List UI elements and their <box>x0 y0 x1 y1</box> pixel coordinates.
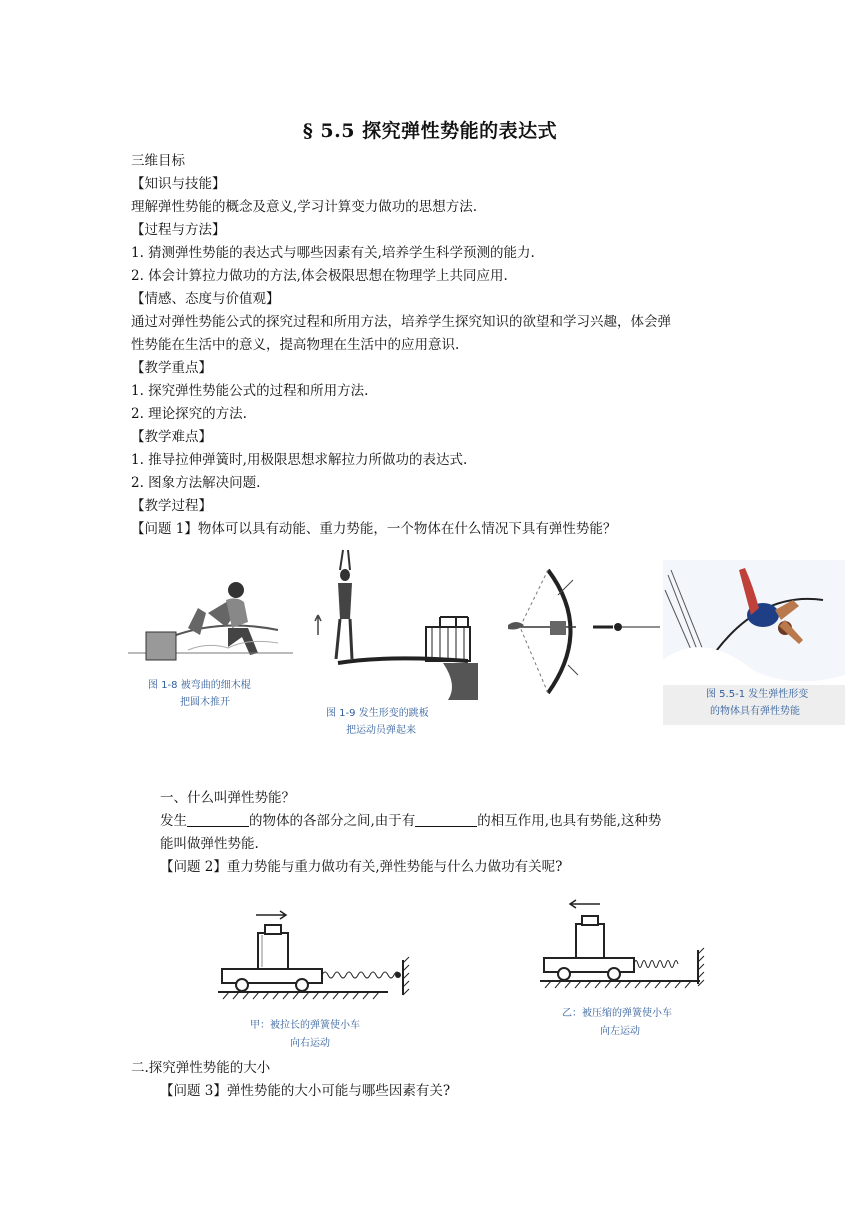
list-item: 2. 图象方法解决问题. <box>131 475 261 491</box>
question-line: 【问题 2】重力势能与重力做功有关,弹性势能与什么力做功有关呢? <box>160 859 563 875</box>
list-item: 1. 猜测弹性势能的表达式与哪些因素有关,培养学生科学预测的能力. <box>131 245 535 261</box>
diving-board-figure <box>308 545 478 705</box>
text-line: 三维目标 <box>131 153 185 169</box>
section-heading: 【过程与方法】 <box>131 222 226 238</box>
section-heading: 【教学难点】 <box>131 429 212 445</box>
section-heading: 【知识与技能】 <box>131 176 226 192</box>
section-heading: 【教学重点】 <box>131 360 212 376</box>
question-line: 【问题 1】物体可以具有动能、重力势能，一个物体在什么情况下具有弹性势能？ <box>131 521 617 537</box>
figure-caption: 把圆木推开 <box>180 697 230 708</box>
question-line: 【问题 3】弹性势能的大小可能与哪些因素有关? <box>160 1083 451 1099</box>
text-line: 性势能在生活中的意义，提高物理在生活中的应用意识. <box>131 337 460 353</box>
text-line: 理解弹性势能的概念及意义,学习计算变力做功的思想方法. <box>131 199 478 215</box>
bent-stick-log-figure <box>128 568 293 673</box>
list-item: 2. 理论探究的方法. <box>131 406 247 422</box>
figure-caption: 图 1-9 发生形变的跳板 <box>326 708 429 719</box>
figure-caption: 图 1-8 被弯曲的细木棍 <box>148 680 251 691</box>
text-line: 通过对弹性势能公式的探究过程和所用方法，培养学生探究知识的欲望和学习兴趣，体会弹 <box>131 314 671 330</box>
figure-caption: 向右运动 <box>290 1038 330 1049</box>
figure-caption: 乙：被压缩的弹簧使小车 <box>562 1008 672 1019</box>
figure-caption: 甲：被拉长的弹簧使小车 <box>250 1020 360 1031</box>
compressed-spring-cart-figure <box>540 892 710 992</box>
sentence-part: 的相互作用,也具有势能,这种势 <box>477 813 662 829</box>
answer-blank[interactable] <box>187 812 249 827</box>
figure-caption: 把运动员弹起来 <box>346 725 416 736</box>
section-heading: 二.探究弹性势能的大小 <box>131 1060 271 1076</box>
answer-blank[interactable] <box>415 812 477 827</box>
list-item: 2. 体会计算拉力做功的方法,体会极限思想在物理学上共同应用. <box>131 268 508 284</box>
figure-caption: 向左运动 <box>600 1026 640 1037</box>
stretched-spring-cart-figure <box>218 905 418 1005</box>
sentence-part: 发生 <box>160 813 187 829</box>
figure-caption: 图 5.5-1 发生弹性形变 <box>706 689 809 700</box>
page-title: § 5.5 探究弹性势能的表达式 <box>302 120 558 142</box>
text-line: 能叫做弹性势能. <box>160 836 259 852</box>
section-heading: 【教学过程】 <box>131 498 212 514</box>
sentence-part: 的物体的各部分之间,由于有 <box>249 813 416 829</box>
list-item: 1. 探究弹性势能公式的过程和所用方法. <box>131 383 369 399</box>
list-item: 1. 推导拉伸弹簧时,用极限思想求解拉力所做功的表达式. <box>131 452 468 468</box>
figure-caption: 的物体具有弹性势能 <box>710 706 800 717</box>
bow-arrow-figure <box>498 565 663 695</box>
fill-in-sentence <box>160 811 661 831</box>
section-heading: 【情感、态度与价值观】 <box>131 291 280 307</box>
section-heading: 一、什么叫弹性势能？ <box>160 790 295 806</box>
